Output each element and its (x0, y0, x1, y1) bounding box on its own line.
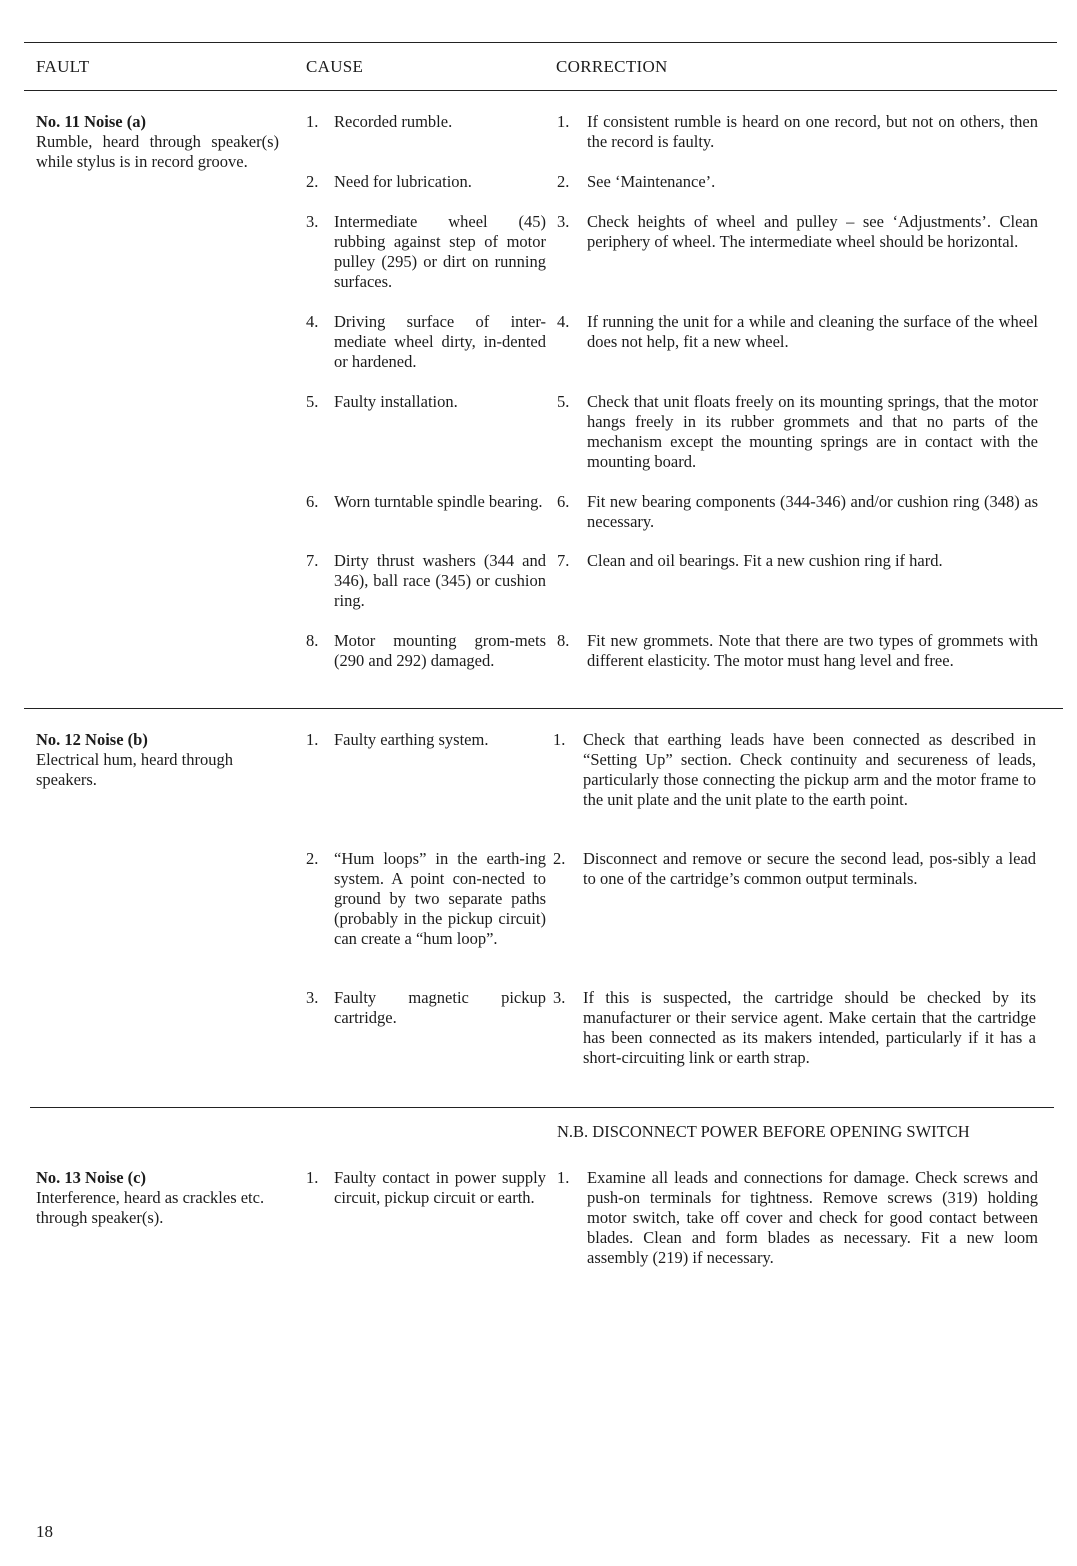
cause-row: 1. Faulty earthing system. (306, 730, 546, 750)
cause-text: Faulty magnetic pickup cartridge. (334, 988, 546, 1027)
cause-row: 4. Driving surface of inter-mediate wheel dirty, in-dented or hardened. (306, 312, 546, 371)
cause-text: Intermediate wheel (45) rubbing against step of motor pulley (295) or dirt on running surfaces. (334, 212, 546, 291)
correction-row: 3. Check heights of wheel and pulley – see ‘Adjustments’. Clean periphery of wheel. The intermediate wheel should be horizontal. (557, 212, 1038, 251)
cause-row: 1. Recorded rumble. (306, 112, 546, 132)
correction-row: 1. Examine all leads and connections for damage. Check screws and push-on terminals for tightness. Remove screws (319) holding motor switch, take off cover and check for good contact between blades. Clean and form blades as necessary. Fit a new loom assembly (219) if necessary. (557, 1168, 1038, 1267)
fault-title: No. 11 Noise (a) (36, 112, 146, 131)
cause-row: 2. “Hum loops” in the earth-ing system. A point con-nected to ground by two separate paths (probably in the pickup circuit) can create a “hum loop”. (306, 849, 546, 948)
correction-text: Fit new bearing components (344-346) and/or cushion ring (348) as necessary. (587, 492, 1038, 531)
cause-row: 3. Faulty magnetic pickup cartridge. (306, 988, 546, 1027)
cause-text: Faulty installation. (334, 392, 458, 411)
correction-text: If consistent rumble is heard on one record, but not on others, then the record is faulty. (587, 112, 1038, 151)
correction-text: See ‘Maintenance’. (587, 172, 716, 191)
cause-row: 1. Faulty contact in power supply circuit, pickup circuit or earth. (306, 1168, 546, 1207)
correction-text: Fit new grommets. Note that there are two types of grommets with different elasticity. The motor must hang level and free. (587, 631, 1038, 670)
correction-text: Examine all leads and connections for damage. Check screws and push-on terminals for tightness. Remove screws (319) holding motor switch, take off cover and check for good contact between blades. Clean and form blades as necessary. Fit a new loom assembly (219) if necessary. (587, 1168, 1038, 1267)
correction-text: Disconnect and remove or secure the second lead, pos-sibly a lead to one of the cartridge’s common output terminals. (583, 849, 1036, 888)
correction-row: 1. If consistent rumble is heard on one record, but not on others, then the record is faulty. (557, 112, 1038, 151)
cause-text: Recorded rumble. (334, 112, 453, 131)
section-rule-2 (30, 1107, 1054, 1108)
cause-row: 2. Need for lubrication. (306, 172, 546, 192)
correction-text: If running the unit for a while and cleaning the surface of the wheel does not help, fit a new wheel. (587, 312, 1038, 351)
top-rule (24, 42, 1057, 43)
correction-row: 2. Disconnect and remove or secure the second lead, pos-sibly a lead to one of the cartridge’s common output terminals. (553, 849, 1036, 888)
cause-text: Dirty thrust washers (344 and 346), ball race (345) or cushion ring. (334, 551, 546, 610)
cause-row: 3. Intermediate wheel (45) rubbing against step of motor pulley (295) or dirt on running surfaces. (306, 212, 546, 291)
cause-row: 8. Motor mounting grom-mets (290 and 292) damaged. (306, 631, 546, 670)
fault-11 (36, 112, 279, 172)
cause-row: 5. Faulty installation. (306, 392, 546, 412)
correction-text: Clean and oil bearings. Fit a new cushion ring if hard. (587, 551, 943, 570)
correction-row: 1. Check that earthing leads have been connected as described in “Setting Up” section. Check continuity and secureness of leads, particularly those connecting the pickup arm and the motor frame to the unit plate and the unit plate to the earth point. (553, 730, 1036, 809)
cause-row: 7. Dirty thrust washers (344 and 346), ball race (345) or cushion ring. (306, 551, 546, 610)
fault-12 (36, 730, 279, 790)
correction-row: 3. If this is suspected, the cartridge should be checked by its manufacturer or their service agent. Make certain that the cartridge has been connected as its makers intended, particularly if it has a short-circuiting link or earth strap. (553, 988, 1036, 1067)
correction-text: Check heights of wheel and pulley – see ‘Adjustments’. Clean periphery of wheel. The intermediate wheel should be horizontal. (587, 212, 1038, 251)
cause-text: Need for lubrication. (334, 172, 472, 191)
cause-text: “Hum loops” in the earth-ing system. A point con-nected to ground by two separate paths (probably in the pickup circuit) can create a “hum loop”. (334, 849, 546, 948)
correction-text: If this is suspected, the cartridge should be checked by its manufacturer or their service agent. Make certain that the cartridge has been connected as its makers intended, particularly if it has a short-circuiting link or earth strap. (583, 988, 1036, 1067)
cause-text: Worn turntable spindle bearing. (334, 492, 543, 511)
cause-text: Faulty contact in power supply circuit, pickup circuit or earth. (334, 1168, 546, 1207)
correction-row: 8. Fit new grommets. Note that there are two types of grommets with different elasticity. The motor must hang level and free. (557, 631, 1038, 670)
section-rule-1 (24, 708, 1063, 709)
correction-row: 7. Clean and oil bearings. Fit a new cushion ring if hard. (557, 551, 1038, 571)
page-number: 18 (36, 1522, 53, 1541)
fault-description: Electrical hum, heard through speakers. (36, 750, 234, 789)
correction-row: 5. Check that unit floats freely on its mounting springs, that the motor hangs freely in its rubber grommets and that no parts of the mechanism except the mounting springs are in contact with the mounting board. (557, 392, 1038, 471)
header-rule (24, 90, 1057, 91)
correction-row: 2. See ‘Maintenance’. (557, 172, 1038, 192)
fault-title: No. 12 Noise (b) (36, 730, 148, 749)
cause-row: 6. Worn turntable spindle bearing. (306, 492, 546, 512)
correction-text: Check that unit floats freely on its mounting springs, that the motor hangs freely in its rubber grommets and that no parts of the mechanism except the mounting springs are in contact with the mounting board. (587, 392, 1038, 471)
fault-title: No. 13 Noise (c) (36, 1168, 146, 1187)
correction-row: 6. Fit new bearing components (344-346) and/or cushion ring (348) as necessary. (557, 492, 1038, 531)
warning-note: N.B. DISCONNECT POWER BEFORE OPENING SWITCH (557, 1122, 970, 1141)
fault-description: Rumble, heard through speaker(s) while stylus is in record groove. (36, 132, 279, 171)
fault-13 (36, 1168, 286, 1228)
fault-description: Interference, heard as crackles etc. through speaker(s). (36, 1188, 265, 1227)
correction-row: 4. If running the unit for a while and cleaning the surface of the wheel does not help, fit a new wheel. (557, 312, 1038, 351)
cause-text: Driving surface of inter-mediate wheel dirty, in-dented or hardened. (334, 312, 546, 371)
cause-text: Motor mounting grom-mets (290 and 292) damaged. (334, 631, 546, 670)
header-cause: CAUSE (306, 57, 364, 76)
header-fault: FAULT (36, 57, 90, 76)
cause-text: Faulty earthing system. (334, 730, 489, 749)
correction-text: Check that earthing leads have been connected as described in “Setting Up” section. Check continuity and secureness of leads, particularly those connecting the pickup arm and the motor frame to the unit plate and the unit plate to the earth point. (583, 730, 1036, 809)
header-correction: CORRECTION (556, 57, 668, 76)
